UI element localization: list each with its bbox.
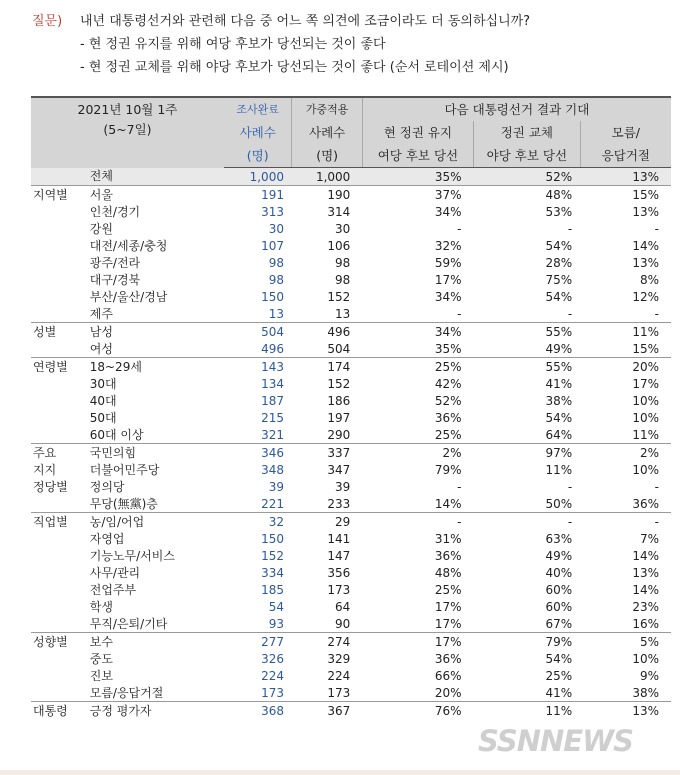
row-subgroup-label: 60대 이상 bbox=[89, 427, 144, 442]
col2-bot-header: (명) bbox=[292, 144, 362, 168]
row-group-label: 연령별 bbox=[31, 358, 88, 376]
row-group-label: 정당별 bbox=[33, 479, 68, 494]
row-value-change: 54% bbox=[545, 289, 573, 304]
row-value-change: 54% bbox=[545, 410, 573, 425]
row-subgroup-label: 기능노무/서비스 bbox=[89, 548, 175, 563]
col1-mid-header: 사례수 bbox=[224, 121, 292, 144]
row-group-label: 지역별 bbox=[31, 186, 88, 204]
table-row bbox=[31, 426, 671, 444]
row-sample-count: 173 bbox=[261, 685, 284, 700]
table-row bbox=[31, 288, 671, 305]
survey-table bbox=[31, 96, 671, 775]
row-group-label: 지지 bbox=[33, 462, 57, 477]
row-group-label bbox=[31, 237, 88, 254]
table-row bbox=[31, 530, 671, 547]
row-value-maintain: 34% bbox=[362, 323, 473, 341]
row-value-change: 49% bbox=[545, 548, 573, 563]
row-value-unknown: 12% bbox=[632, 289, 659, 304]
row-weighted-count: 64 bbox=[335, 599, 351, 614]
row-value-unknown: - bbox=[580, 513, 671, 531]
row-value-unknown: 13% bbox=[632, 255, 659, 270]
row-value-maintain: 36% bbox=[434, 548, 462, 563]
row-value-maintain: 59% bbox=[434, 255, 462, 270]
row-value-maintain: 25% bbox=[362, 358, 473, 376]
row-sample-count: 1,000 bbox=[224, 168, 292, 186]
row-weighted-count: 174 bbox=[292, 358, 362, 376]
period-line-1: 2021년 10월 1주 bbox=[77, 102, 178, 117]
row-group-label: 직업별 bbox=[31, 513, 88, 531]
row-group-label bbox=[31, 254, 88, 271]
row-weighted-count: 504 bbox=[327, 341, 351, 356]
row-value-change: 28% bbox=[545, 255, 573, 270]
row-value-maintain: - bbox=[457, 306, 462, 321]
row-value-maintain: 35% bbox=[434, 341, 462, 356]
v2-header-line-1: 정권 교체 bbox=[474, 121, 581, 144]
row-subgroup-label: 사무/관리 bbox=[89, 565, 141, 580]
row-value-unknown: 13% bbox=[632, 565, 659, 580]
row-value-unknown: 2% bbox=[580, 444, 671, 462]
row-value-maintain: 35% bbox=[362, 168, 473, 186]
row-value-unknown: 11% bbox=[580, 323, 671, 341]
row-group-label bbox=[31, 598, 88, 615]
row-value-unknown: - bbox=[654, 306, 659, 321]
table-row bbox=[31, 564, 671, 581]
row-subgroup-label: 학생 bbox=[89, 599, 113, 614]
col1-top-header: 조사완료 bbox=[224, 97, 292, 121]
row-subgroup-label: 자영업 bbox=[89, 531, 125, 546]
v3-header-line-1: 모름/ bbox=[580, 121, 671, 144]
v2-header-line-2: 야당 후보 당선 bbox=[474, 144, 581, 168]
row-subgroup-label: 모름/응답거절 bbox=[89, 685, 164, 700]
row-subgroup-label: 제주 bbox=[89, 306, 113, 321]
row-value-unknown: 23% bbox=[632, 599, 659, 614]
row-weighted-count: 329 bbox=[327, 651, 351, 666]
row-value-unknown: 5% bbox=[580, 633, 671, 651]
table-row bbox=[31, 375, 671, 392]
row-sample-count: 496 bbox=[261, 341, 284, 356]
row-value-unknown: 13% bbox=[580, 168, 671, 186]
row-subgroup-label: 농/임/어업 bbox=[88, 513, 224, 531]
row-sample-count: 504 bbox=[224, 323, 292, 341]
row-value-change: 38% bbox=[545, 393, 573, 408]
row-value-unknown: 10% bbox=[632, 462, 659, 477]
row-value-change: 64% bbox=[545, 427, 573, 442]
table-row bbox=[31, 271, 671, 288]
row-subgroup-label: 정의당 bbox=[89, 479, 125, 494]
row-value-change: 52% bbox=[474, 168, 581, 186]
row-sample-count: 313 bbox=[261, 204, 284, 219]
row-group-label bbox=[31, 409, 88, 426]
row-subgroup-label: 무직/은퇴/기타 bbox=[89, 616, 168, 631]
group-title-header: 다음 대통령선거 결과 기대 bbox=[362, 97, 671, 121]
question-text: 내년 대통령선거와 관련해 다음 중 어느 쪽 의견에 조금이라도 더 동의하십니까? bbox=[80, 14, 531, 29]
row-weighted-count: 274 bbox=[292, 633, 362, 651]
row-value-unknown: 38% bbox=[632, 685, 659, 700]
row-value-maintain: 17% bbox=[362, 633, 473, 651]
row-value-maintain: 20% bbox=[434, 685, 462, 700]
row-value-unknown: 16% bbox=[632, 616, 659, 631]
table-row bbox=[31, 220, 671, 237]
row-group-label bbox=[31, 615, 88, 633]
row-subgroup-label: 긍정 평가자 bbox=[88, 702, 224, 720]
row-value-maintain: 37% bbox=[362, 186, 473, 204]
row-sample-count: 224 bbox=[261, 668, 284, 683]
row-group-label bbox=[31, 220, 88, 237]
bottom-strip bbox=[0, 770, 680, 775]
row-subgroup-label: 서울 bbox=[88, 186, 224, 204]
row-weighted-count: 152 bbox=[327, 376, 351, 391]
row-value-change: - bbox=[567, 306, 573, 321]
row-value-maintain: 2% bbox=[362, 444, 473, 462]
row-value-maintain: 42% bbox=[434, 376, 462, 391]
row-value-change: 60% bbox=[545, 599, 573, 614]
row-subgroup-label: 광주/전라 bbox=[89, 255, 141, 270]
row-value-unknown: 10% bbox=[632, 393, 659, 408]
row-group-label bbox=[31, 305, 88, 323]
row-value-maintain: - bbox=[457, 221, 462, 236]
col2-top-header: 가중적용 bbox=[292, 97, 362, 121]
table-row bbox=[31, 461, 671, 478]
row-value-unknown: 13% bbox=[580, 702, 671, 720]
table-row bbox=[31, 254, 671, 271]
table-row bbox=[31, 615, 671, 633]
row-value-maintain: 48% bbox=[434, 565, 462, 580]
question-block bbox=[32, 10, 672, 79]
row-subgroup-label: 진보 bbox=[89, 668, 113, 683]
row-sample-count: 326 bbox=[261, 651, 284, 666]
row-subgroup-label: 남성 bbox=[88, 323, 224, 341]
row-sample-count: 143 bbox=[224, 358, 292, 376]
row-sample-count: 277 bbox=[224, 633, 292, 651]
survey-table-body bbox=[31, 97, 671, 719]
row-sample-count: 98 bbox=[268, 255, 284, 270]
period-header bbox=[31, 97, 224, 168]
row-value-change: - bbox=[567, 221, 573, 236]
row-weighted-count: 98 bbox=[335, 255, 351, 270]
row-value-maintain: 17% bbox=[434, 616, 462, 631]
row-subgroup-label: 전체 bbox=[88, 168, 224, 186]
row-value-change: 11% bbox=[474, 702, 581, 720]
row-subgroup-label: 18~29세 bbox=[88, 358, 224, 376]
row-sample-count: 93 bbox=[268, 616, 284, 631]
table-row bbox=[31, 633, 671, 651]
row-group-label bbox=[31, 547, 88, 564]
table-row bbox=[31, 340, 671, 358]
table-row bbox=[31, 237, 671, 254]
row-value-maintain: 66% bbox=[434, 668, 462, 683]
row-value-maintain: 52% bbox=[434, 393, 462, 408]
table-row bbox=[31, 495, 671, 513]
row-weighted-count: 356 bbox=[327, 565, 351, 580]
row-group-label bbox=[31, 581, 88, 598]
row-subgroup-label: 강원 bbox=[89, 221, 113, 236]
watermark: SSNNEWS bbox=[478, 724, 633, 758]
row-value-change: 67% bbox=[545, 616, 573, 631]
v3-header-line-2: 응답거절 bbox=[580, 144, 671, 168]
row-value-maintain: 25% bbox=[434, 427, 462, 442]
row-group-label bbox=[31, 684, 88, 702]
row-subgroup-label: 여성 bbox=[89, 341, 113, 356]
row-weighted-count: 106 bbox=[327, 238, 351, 253]
row-value-maintain: 17% bbox=[434, 599, 462, 614]
row-value-change: 41% bbox=[545, 376, 573, 391]
table-row bbox=[31, 667, 671, 684]
row-sample-count: 107 bbox=[261, 238, 284, 253]
row-weighted-count: 290 bbox=[327, 427, 351, 442]
period-line-2: (5~7일) bbox=[103, 122, 152, 137]
row-subgroup-label: 중도 bbox=[89, 651, 113, 666]
row-value-maintain: 25% bbox=[434, 582, 462, 597]
row-sample-count: 215 bbox=[261, 410, 284, 425]
table-row bbox=[31, 305, 671, 323]
row-weighted-count: 173 bbox=[327, 582, 351, 597]
row-sample-count: 150 bbox=[261, 531, 284, 546]
row-value-unknown: 13% bbox=[632, 204, 659, 219]
table-row bbox=[31, 392, 671, 409]
row-sample-count: 346 bbox=[224, 444, 292, 462]
row-group-label bbox=[31, 564, 88, 581]
row-sample-count: 152 bbox=[261, 548, 284, 563]
row-subgroup-label: 40대 bbox=[89, 393, 117, 408]
row-group-label bbox=[31, 530, 88, 547]
table-row bbox=[31, 444, 671, 462]
row-value-change: 97% bbox=[474, 444, 581, 462]
row-value-maintain: 36% bbox=[434, 410, 462, 425]
row-weighted-count: 314 bbox=[327, 204, 351, 219]
row-value-maintain: 36% bbox=[434, 651, 462, 666]
row-group-label bbox=[31, 667, 88, 684]
row-value-unknown: - bbox=[654, 221, 659, 236]
row-group-label bbox=[31, 426, 88, 444]
row-subgroup-label: 전업주부 bbox=[89, 582, 137, 597]
row-value-maintain: 76% bbox=[362, 702, 473, 720]
row-sample-count: 30 bbox=[268, 221, 284, 236]
row-weighted-count: 337 bbox=[292, 444, 362, 462]
row-subgroup-label: 대구/경북 bbox=[89, 272, 141, 287]
row-value-maintain: 34% bbox=[434, 289, 462, 304]
row-value-change: 25% bbox=[545, 668, 573, 683]
table-row bbox=[31, 513, 671, 531]
table-row bbox=[31, 650, 671, 667]
row-value-unknown: 7% bbox=[639, 531, 659, 546]
row-subgroup-label: 더불어민주당 bbox=[89, 462, 160, 477]
row-sample-count: 321 bbox=[261, 427, 284, 442]
row-value-maintain: 32% bbox=[434, 238, 462, 253]
row-value-change: 54% bbox=[545, 651, 573, 666]
row-group-label bbox=[31, 392, 88, 409]
row-group-label bbox=[31, 650, 88, 667]
row-value-unknown: 9% bbox=[639, 668, 659, 683]
row-sample-count: 32 bbox=[224, 513, 292, 531]
row-weighted-count: 347 bbox=[327, 462, 351, 477]
table-row bbox=[31, 409, 671, 426]
row-value-unknown: 36% bbox=[632, 496, 659, 511]
row-weighted-count: 30 bbox=[335, 221, 351, 236]
row-sample-count: 150 bbox=[261, 289, 284, 304]
row-value-change: 54% bbox=[545, 238, 573, 253]
row-sample-count: 348 bbox=[261, 462, 284, 477]
row-value-unknown: 10% bbox=[632, 651, 659, 666]
row-sample-count: 13 bbox=[268, 306, 284, 321]
row-weighted-count: 29 bbox=[292, 513, 362, 531]
table-row bbox=[31, 478, 671, 495]
question-line bbox=[32, 10, 672, 33]
row-value-unknown: 17% bbox=[632, 376, 659, 391]
row-subgroup-label: 무당(無黨)층 bbox=[89, 496, 158, 511]
row-weighted-count: 496 bbox=[292, 323, 362, 341]
row-subgroup-label: 대전/세종/충청 bbox=[89, 238, 168, 253]
row-value-unknown: 15% bbox=[632, 341, 659, 356]
row-sample-count: 134 bbox=[261, 376, 284, 391]
row-weighted-count: 141 bbox=[327, 531, 351, 546]
row-weighted-count: 197 bbox=[327, 410, 351, 425]
row-value-change: 40% bbox=[545, 565, 573, 580]
row-value-unknown: 11% bbox=[632, 427, 659, 442]
row-weighted-count: 39 bbox=[335, 479, 351, 494]
table-row bbox=[31, 684, 671, 702]
question-option-1: - 현 정권 유지를 위해 여당 후보가 당선되는 것이 좋다 bbox=[80, 37, 386, 52]
row-weighted-count: 147 bbox=[327, 548, 351, 563]
row-sample-count: 54 bbox=[268, 599, 284, 614]
row-weighted-count: 186 bbox=[327, 393, 351, 408]
header-row-1 bbox=[31, 97, 671, 121]
table-row bbox=[31, 358, 671, 376]
row-subgroup-label: 국민의힘 bbox=[88, 444, 224, 462]
row-value-change: 48% bbox=[474, 186, 581, 204]
row-value-change: - bbox=[567, 479, 573, 494]
row-value-change: 11% bbox=[545, 462, 573, 477]
row-group-label bbox=[31, 271, 88, 288]
row-value-unknown: - bbox=[654, 479, 659, 494]
row-weighted-count: 173 bbox=[327, 685, 351, 700]
v1-header-line-1: 현 정권 유지 bbox=[362, 121, 473, 144]
v1-header-line-2: 여당 후보 당선 bbox=[362, 144, 473, 168]
table-row bbox=[31, 186, 671, 204]
table-row bbox=[31, 547, 671, 564]
row-value-change: 60% bbox=[545, 582, 573, 597]
row-subgroup-label: 인천/경기 bbox=[89, 204, 141, 219]
row-value-change: 79% bbox=[474, 633, 581, 651]
row-weighted-count: 1,000 bbox=[292, 168, 362, 186]
row-weighted-count: 233 bbox=[327, 496, 351, 511]
table-row bbox=[31, 598, 671, 615]
row-sample-count: 187 bbox=[261, 393, 284, 408]
row-sample-count: 368 bbox=[224, 702, 292, 720]
row-weighted-count: 90 bbox=[335, 616, 351, 631]
row-weighted-count: 190 bbox=[292, 186, 362, 204]
row-value-change: 75% bbox=[545, 272, 573, 287]
row-value-change: 53% bbox=[545, 204, 573, 219]
row-value-change: 41% bbox=[545, 685, 573, 700]
row-value-maintain: 34% bbox=[434, 204, 462, 219]
row-value-maintain: 31% bbox=[434, 531, 462, 546]
row-group-label: 성별 bbox=[31, 323, 88, 341]
row-group-label bbox=[31, 288, 88, 305]
row-value-unknown: 14% bbox=[632, 238, 659, 253]
row-value-unknown: 8% bbox=[639, 272, 659, 287]
row-value-unknown: 10% bbox=[632, 410, 659, 425]
row-group-label bbox=[31, 203, 88, 220]
row-sample-count: 39 bbox=[268, 479, 284, 494]
row-weighted-count: 13 bbox=[335, 306, 351, 321]
row-group-label: 대통령 bbox=[31, 702, 88, 720]
row-value-unknown: 15% bbox=[580, 186, 671, 204]
row-group-label bbox=[31, 375, 88, 392]
row-value-unknown: 20% bbox=[580, 358, 671, 376]
row-sample-count: 334 bbox=[261, 565, 284, 580]
row-subgroup-label: 30대 bbox=[89, 376, 117, 391]
row-weighted-count: 98 bbox=[335, 272, 351, 287]
table-row bbox=[31, 702, 671, 720]
row-weighted-count: 224 bbox=[327, 668, 351, 683]
row-group-label bbox=[31, 495, 88, 513]
row-weighted-count: 152 bbox=[327, 289, 351, 304]
row-value-maintain: 79% bbox=[434, 462, 462, 477]
row-sample-count: 98 bbox=[268, 272, 284, 287]
row-sample-count: 221 bbox=[261, 496, 284, 511]
row-value-maintain: 17% bbox=[434, 272, 462, 287]
row-group-label: 성향별 bbox=[31, 633, 88, 651]
question-label: 질문) bbox=[32, 14, 63, 29]
row-sample-count: 191 bbox=[224, 186, 292, 204]
table-row bbox=[31, 323, 671, 341]
table-row bbox=[31, 203, 671, 220]
row-subgroup-label: 보수 bbox=[88, 633, 224, 651]
row-value-change: 50% bbox=[545, 496, 573, 511]
row-value-maintain: - bbox=[457, 479, 462, 494]
row-group-label bbox=[31, 168, 88, 186]
table-row bbox=[31, 581, 671, 598]
row-value-change: 63% bbox=[545, 531, 573, 546]
row-value-change: 49% bbox=[545, 341, 573, 356]
row-value-maintain: 14% bbox=[434, 496, 462, 511]
col1-bot-header: (명) bbox=[224, 144, 292, 168]
row-sample-count: 185 bbox=[261, 582, 284, 597]
row-group-label: 주요 bbox=[31, 444, 88, 462]
row-value-unknown: 14% bbox=[632, 582, 659, 597]
row-value-unknown: 14% bbox=[632, 548, 659, 563]
total-row bbox=[31, 168, 671, 186]
row-value-change: 55% bbox=[474, 358, 581, 376]
row-value-maintain: - bbox=[362, 513, 473, 531]
row-weighted-count: 367 bbox=[292, 702, 362, 720]
row-subgroup-label: 부산/울산/경남 bbox=[89, 289, 168, 304]
row-subgroup-label: 50대 bbox=[89, 410, 117, 425]
question-option-2: - 현 정권 교체를 위해 야당 후보가 당선되는 것이 좋다 (순서 로테이션 제시) bbox=[80, 60, 509, 75]
row-value-change: - bbox=[474, 513, 581, 531]
row-group-label bbox=[31, 340, 88, 358]
col2-mid-header: 사례수 bbox=[292, 121, 362, 144]
row-value-change: 55% bbox=[474, 323, 581, 341]
